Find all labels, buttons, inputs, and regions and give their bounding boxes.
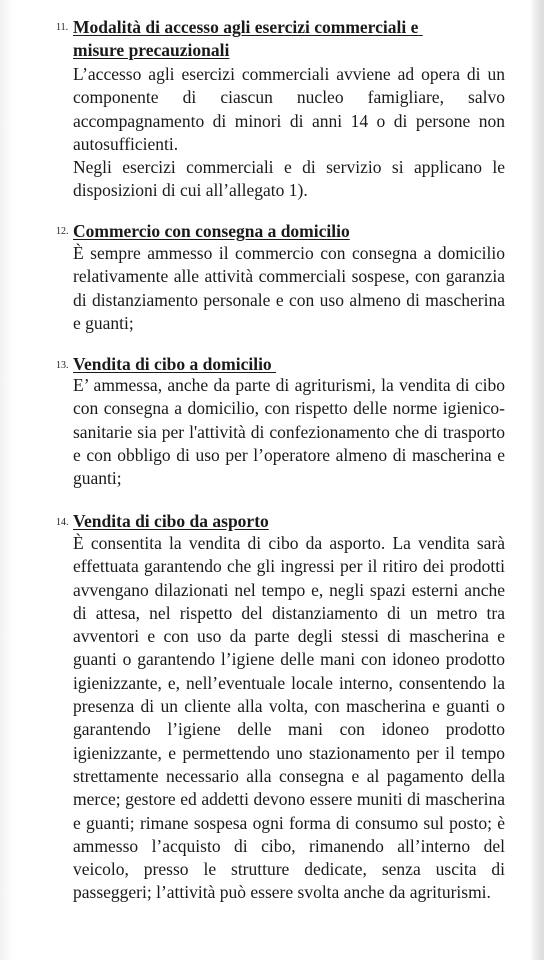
- paragraph: È consentita la vendita di cibo da asporto. La vendita sarà effettuata garantendo che gli ingressi per il ritiro dei prodotti avvengano dilazionati nel tempo e, negli spazi esterni anche di attesa, nel rispetto del distanziamento di un metro tra avventori e con uso da parte degli stessi di mascherina e guanti o garantendo l’igiene delle mani con idoneo prodotto igienizzante, e, nell’eventuale locale interno, consentendo la presenza di un cliente alla volta, con mascherina e guanti o garantendo l’igiene delle mani con idoneo prodotto igienizzante, e permettendo uno stazionamento per il tempo strettamente necessario alla consegna e al pagamento della merce; gestore ed addetti devono essere muniti di mascherina e guanti; rimane sospesa ogni forma di consumo sul posto; è ammesso l’acquisto di cibo, rimanendo all’interno del veicolo, presso le strutture dedicate, senza uscita di passeggeri; l’attività può essere svolta anche da agriturismi.: [73, 533, 505, 903]
- section-number: 11.: [56, 22, 69, 33]
- section-heading: Modalità di accesso agli esercizi commerciali e misure precauzionali: [73, 17, 423, 60]
- section-number: 13.: [56, 360, 69, 371]
- page-edge-shadow: [530, 0, 544, 960]
- section-heading: Vendita di cibo a domicilio: [73, 354, 277, 374]
- paragraph: Negli esercizi commerciali e di servizio si applicano le disposizioni di cui all’allegato 1).: [73, 157, 505, 201]
- section-body: [73, 242, 505, 335]
- section-heading: Commercio con consegna a domicilio: [73, 221, 350, 241]
- paragraph: È sempre ammesso il commercio con consegna a domicilio relativamente alle attività commerciali sospese, con garanzia di distanziamento personale e con uso almeno di mascherina e guanti;: [73, 243, 505, 333]
- paragraph: E’ ammessa, anche da parte di agriturismi, la vendita di cibo con consegna a domicilio, con rispetto delle norme igienico-sanitarie sia per l'attività di confezionamento che di trasporto e con obbligo di uso per l’operatore almeno di mascherina e guanti;: [73, 375, 505, 489]
- paragraph: L’accesso agli esercizi commerciali avviene ad opera di un componente di ciascun nucleo famigliare, salvo accompagnamento di minori di anni 14 o di persone non autosufficienti.: [73, 64, 505, 154]
- section-body: [73, 63, 505, 203]
- section-heading: Vendita di cibo da asporto: [73, 511, 269, 531]
- section-body: [73, 532, 505, 905]
- section-body: [73, 374, 505, 490]
- section-number: 14.: [56, 517, 69, 528]
- section-number: 12.: [56, 226, 69, 237]
